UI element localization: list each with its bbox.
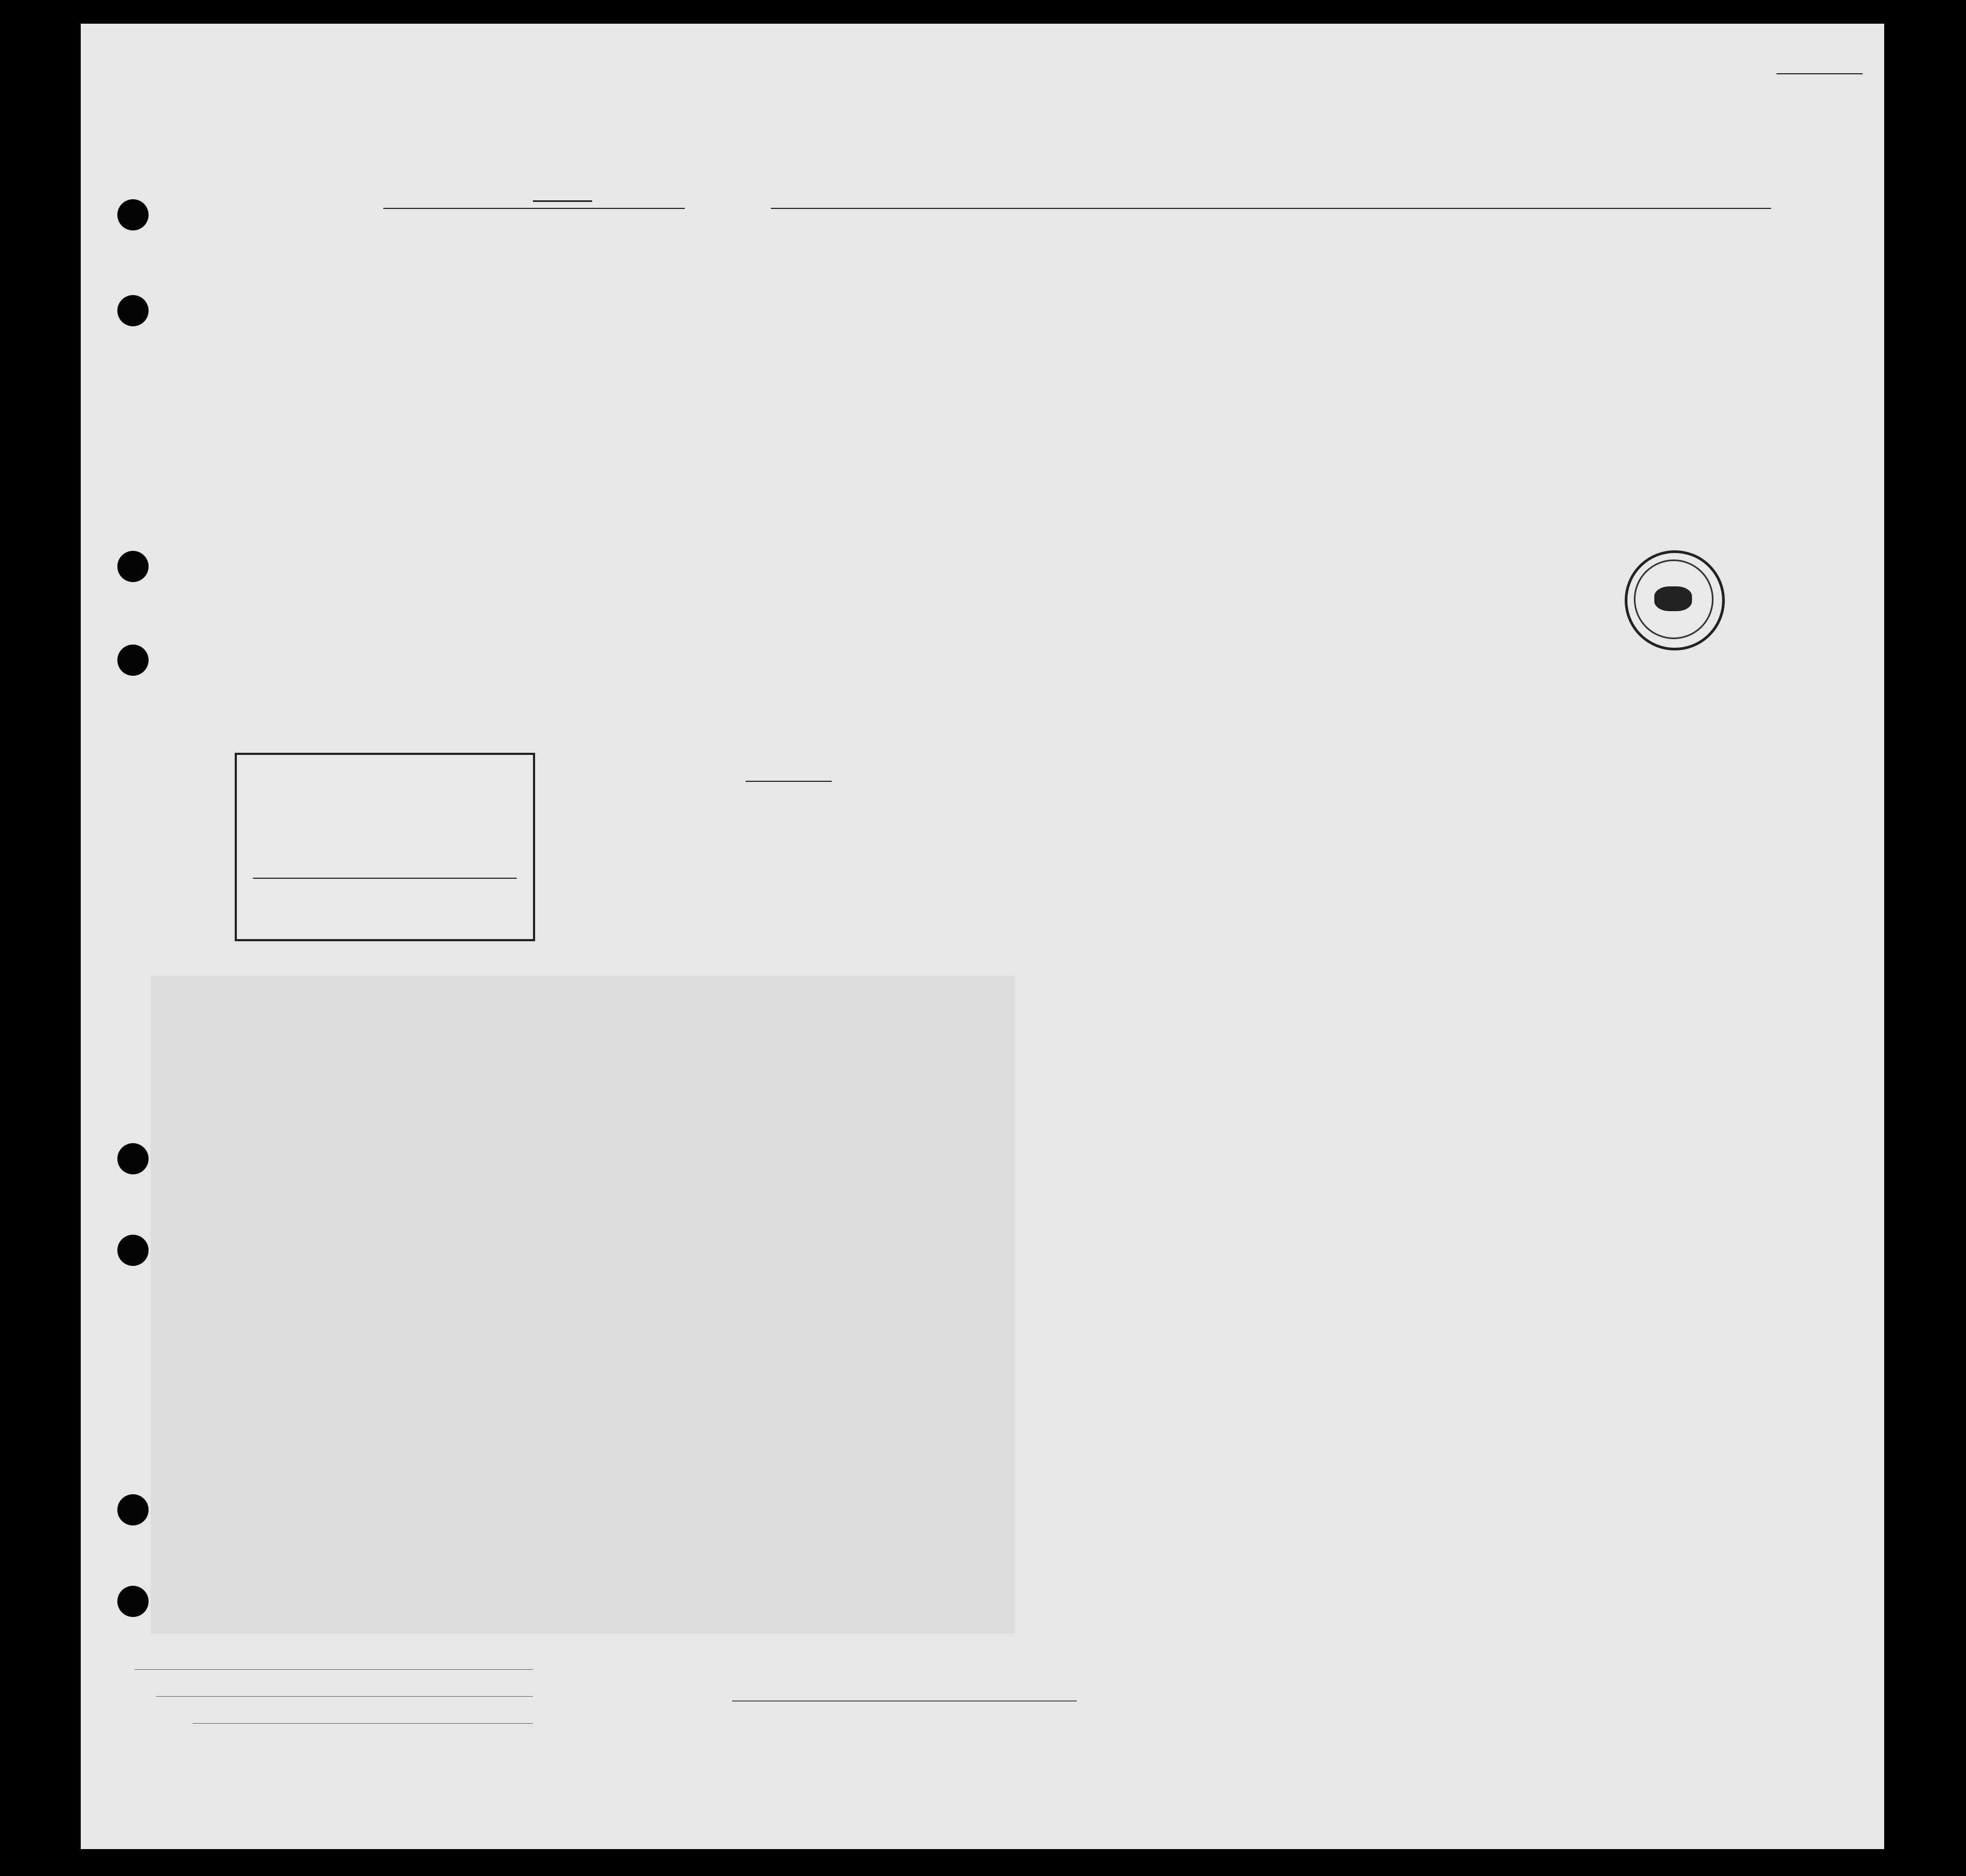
binder-hole xyxy=(117,551,149,582)
binder-hole xyxy=(117,1494,149,1525)
eagle-emblem-icon xyxy=(1654,586,1692,611)
personnel-letter xyxy=(151,976,1015,1634)
binder-hole xyxy=(117,645,149,676)
binder-hole xyxy=(117,1235,149,1266)
consulate-stamp xyxy=(235,753,535,941)
consulate-round-seal xyxy=(1625,550,1725,650)
binder-hole xyxy=(117,1586,149,1617)
binder-hole xyxy=(117,199,149,230)
binder-hole xyxy=(117,1143,149,1174)
binder-hole xyxy=(117,295,149,326)
